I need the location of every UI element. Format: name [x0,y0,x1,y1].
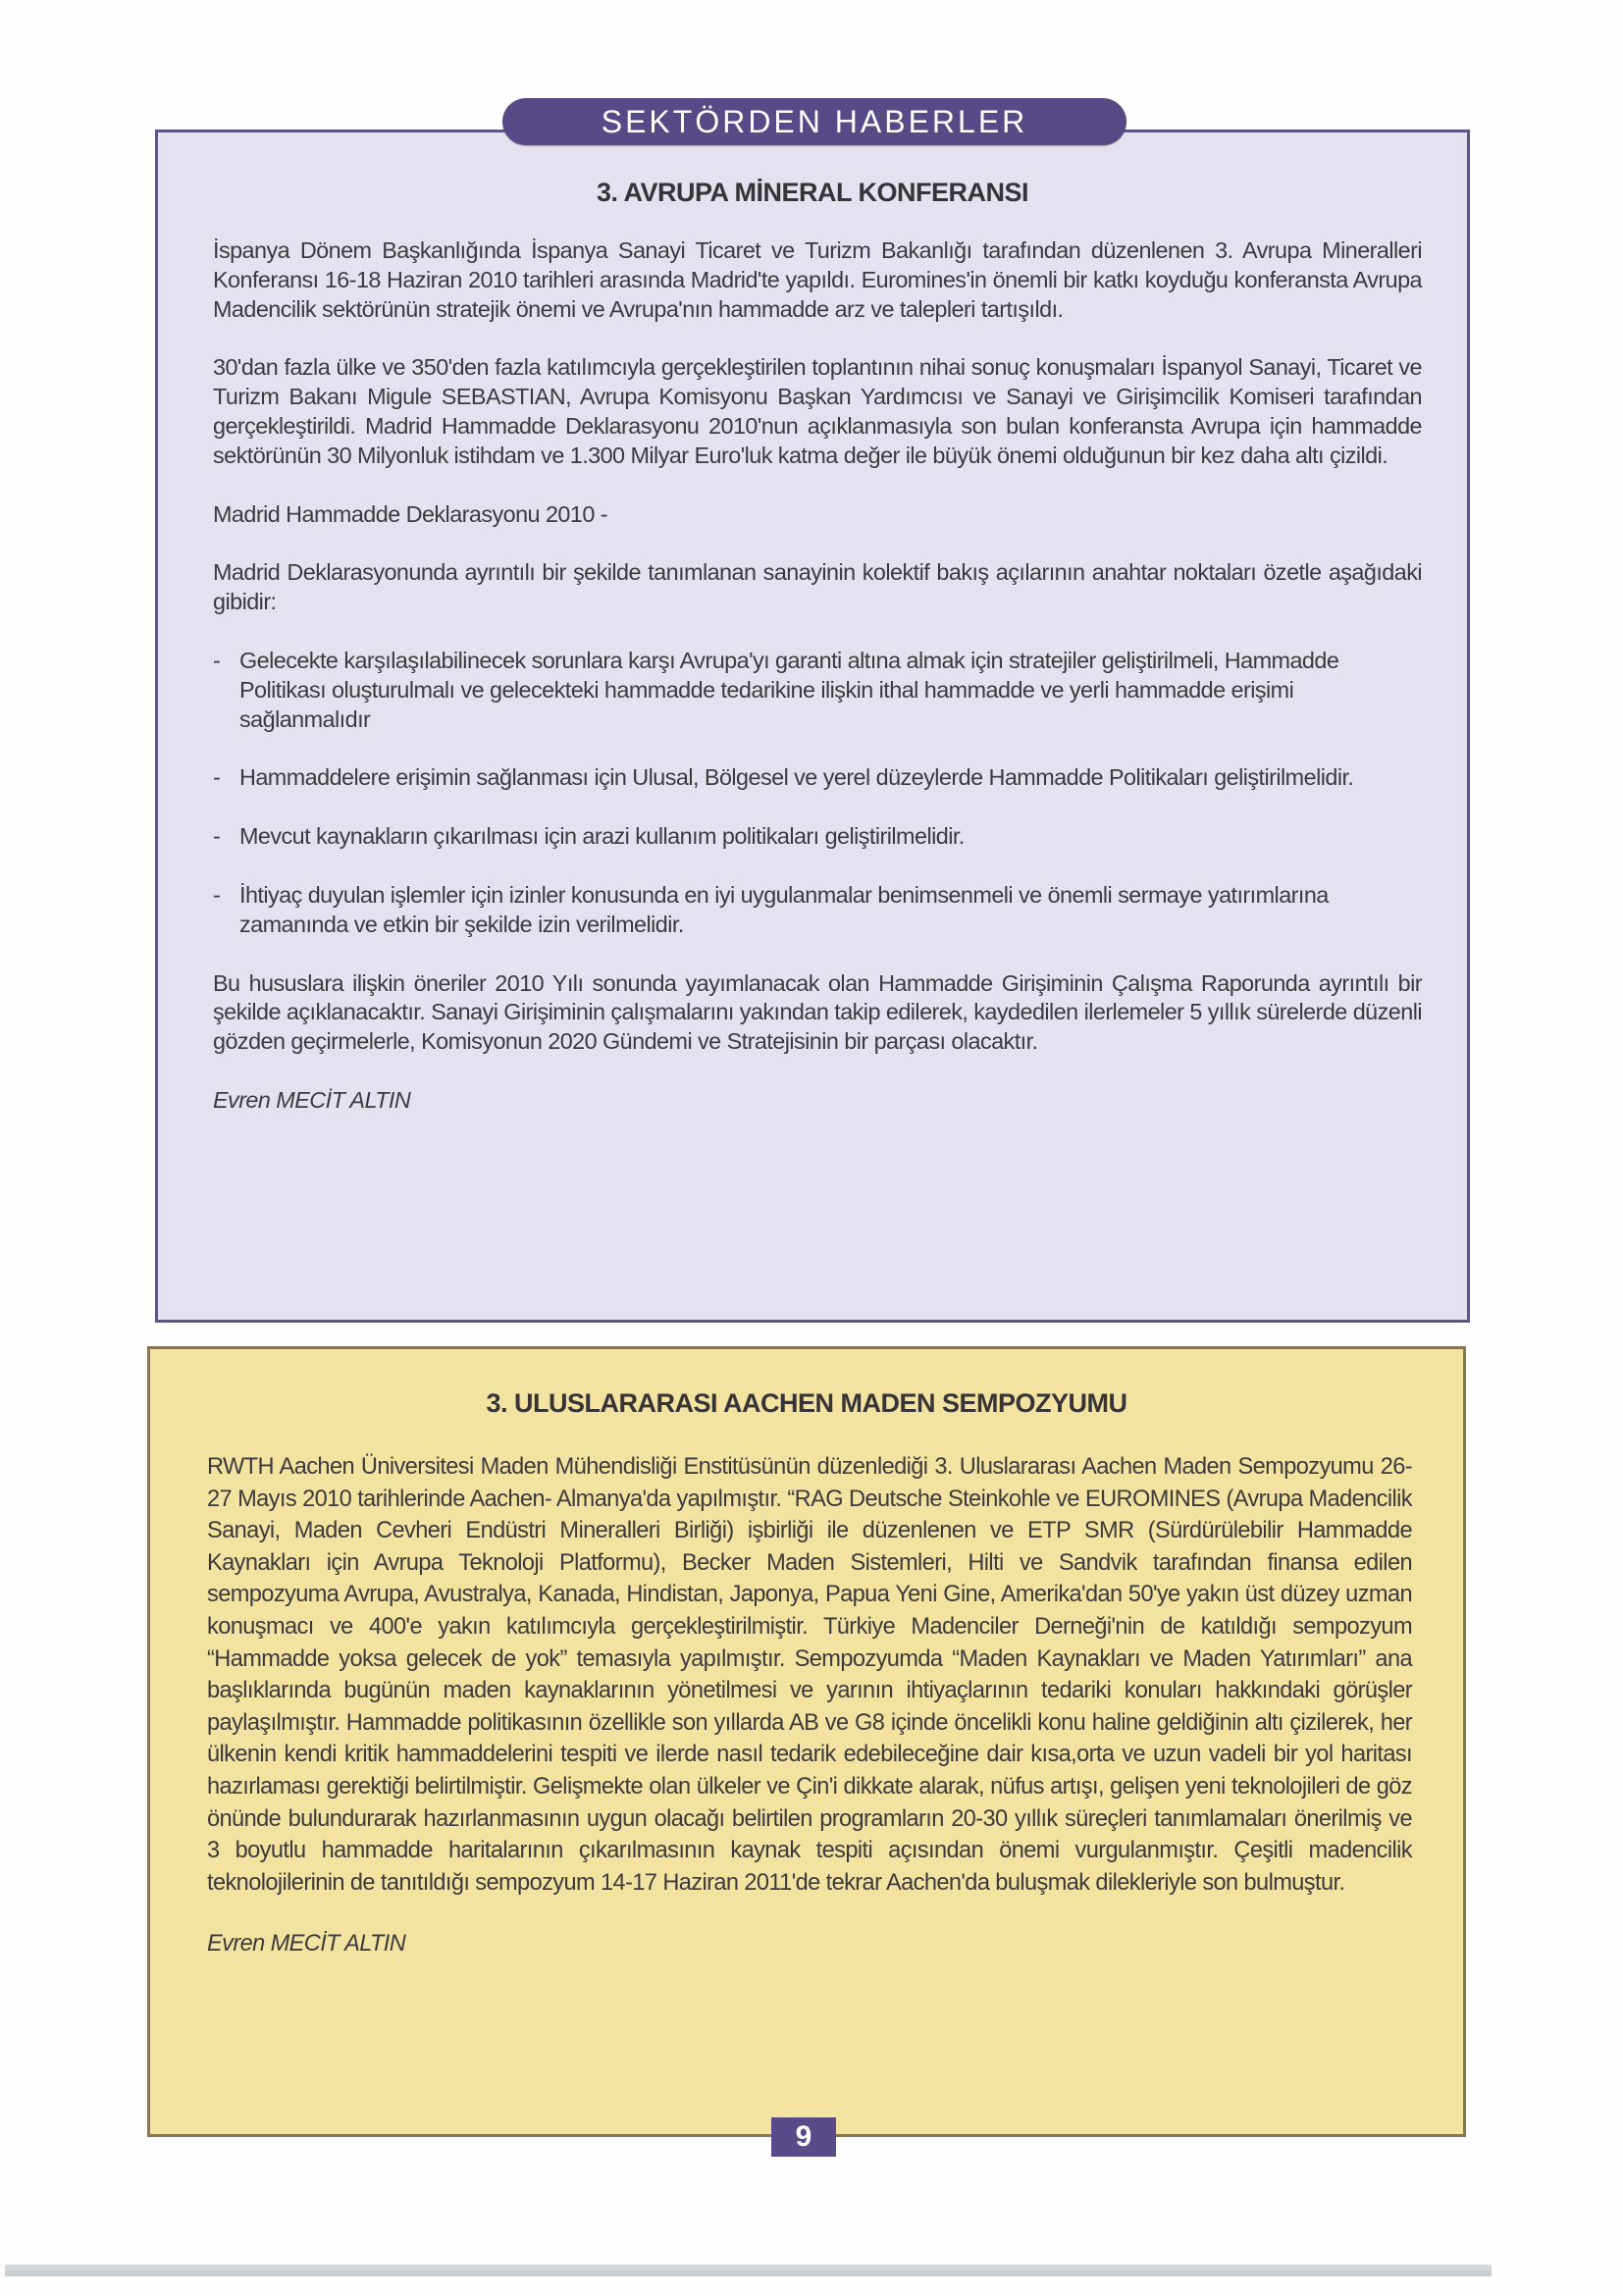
list-item-text: İhtiyaç duyulan işlemler için izinler konusunda en iyi uygulanmalar benimsenmeli ve önemli sermaye yatırımlarına zamanında ve etkin bir şekilde izin verilmelidir. [239,881,1329,937]
author-byline: Evren MECİT ALTIN [207,1931,406,1957]
bullet-list [213,647,1422,940]
article-body [213,236,1422,1116]
list-item [213,647,1422,734]
list-item [213,763,1422,793]
list-item-text: Gelecekte karşılaşılabilinecek sorunlara karşı Avrupa'yı garanti altına almak için stratejiler geliştirilmeli, Hammadde Politikası oluşturulmalı ve gelecekteki hammadde tedarikine ilişkin ithal hammadde ve yerli hammadde erişimi sağlanmalıdır [239,647,1339,732]
list-item [213,822,1422,852]
article-title: 3. ULUSLARARASI AACHEN MADEN SEMPOZYUMU [486,1388,1127,1418]
paragraph: Madrid Deklarasyonunda ayrıntılı bir şekilde tanımlanan sanayinin kolektif bakış açılarının anahtar noktaları özetle aşağıdaki gibidir: [213,559,1422,615]
article-body [207,1451,1412,1960]
dash-bullet-icon: - [213,881,221,908]
dash-bullet-icon: - [213,764,221,791]
dash-bullet-icon: - [213,823,221,850]
section-header: SEKTÖRDEN HABERLER [502,98,1126,145]
closing-paragraph: Bu hususlara ilişkin öneriler 2010 Yılı sonunda yayımlanacak olan Hammadde Girişiminin Çalışma Raporunda ayrıntılı bir şekilde açıklanacaktır. Sanayi Girişiminin çalışmalarını yakından takip edilerek, kaydedilen ilerlemeler 5 yıllık sürelerde düzenli gözden geçirmelerle, Komisyonun 2020 Gündemi ve Stratejisinin bir parçası olacaktır. [213,969,1422,1055]
list-item-text: Hammaddelere erişimin sağlanması için Ulusal, Bölgesel ve yerel düzeylerde Hammadde Politikaları geliştirilmelidir. [239,764,1354,791]
article-box-mineral-conference [155,130,1470,1323]
paragraph: RWTH Aachen Üniversitesi Maden Mühendisliği Enstitüsünün düzenlediği 3. Uluslararası Aachen Maden Sempozyumu 26-27 Mayıs 2010 tarihlerinde Aachen- Almanya'da yapılmıştır. “RAG Deutsche Steinkohle ve EUROMINES (Avrupa Madencilik Sanayi, Maden Cevheri Endüstri Mineralleri Birliği) işbirliği ile düzenlenen ve ETP SMR (Sürdürülebilir Hammadde Kaynakları için Avrupa Teknoloji Platformu), Becker Maden Sistemleri, Hilti ve Sandvik tarafından finansa edilen sempozyuma Avrupa, Avustralya, Kanada, Hindistan, Japonya, Papua Yeni Gine, Amerika'dan 50'ye yakın üst düzey uzman konuşmacı ve 400'e yakın katılımcıyla gerçekleştirilmiştir. Türkiye Madenciler Derneği'nin de katıldığı sempozyum “Hammadde yoksa gelecek de yok” temasıyla yapılmıştır. Sempozyumda “Maden Kaynakları ve Maden Yatırımları” ana başlıklarında bugünün maden kaynaklarının yönetilmesi ve yarının ihtiyaçlarının tedariki konuları hakkındaki görüşler paylaşılmıştır. Hammadde politikasının özellikle son yıllarda AB ve G8 içinde öncelikli konu haline geldiğinin altı çizilerek, her ülkenin kendi kritik hammaddelerini tespiti ve ilerde nasıl tedarik edebileceğine dair kısa,orta ve uzun vadeli bir yol haritası hazırlaması gerektiği belirtilmiştir. Gelişmekte olan ülkeler ve Çin'i dikkate alarak, nüfus artışı, gelişen yeni teknolojileri de göz önünde bulundurarak hazırlanmasının uygun olacağı belirtilen programların 20-30 yıllık süreçleri tanımlamaları önerilmiş ve 3 boyutlu hammadde haritalarının çıkarılmasının kaynak tespiti açısından önemi vurgulanmıştır. Çeşitli madencilik teknolojilerinin de tanıtıldığı sempozyum 14-17 Haziran 2011'de tekrar Aachen'da buluşmak dilekleriyle son bulmuştur. [207,1454,1412,1896]
list-item-text: Mevcut kaynakların çıkarılması için arazi kullanım politikaları geliştirilmelidir. [239,823,965,850]
paragraph: Madrid Hammadde Deklarasyonu 2010 - [213,500,607,527]
scan-edge-divider [5,2265,1492,2276]
paragraph: 30'dan fazla ülke ve 350'den fazla katılımcıyla gerçekleştirilen toplantının nihai sonuç konuşmaları İspanyol Sanayi, Ticaret ve Turizm Bakanı Migule SEBASTIAN, Avrupa Komisyonu Başkan Yardımcısı ve Sanayi ve Girişimcilik Komiseri tarafından gerçekleştirildi. Madrid Hammadde Deklarasyonu 2010'nun açıklanmasıyla son bulan konferansta Avrupa için hammadde sektörünün 30 Milyonluk istihdam ve 1.300 Milyar Euro'luk katma değer ile büyük önemi olduğunun bir kez daha altı çizildi. [213,354,1422,468]
page-number: 9 [771,2117,836,2157]
paragraph: İspanya Dönem Başkanlığında İspanya Sanayi Ticaret ve Turizm Bakanlığı tarafından düzenlenen 3. Avrupa Mineralleri Konferansı 16-18 Haziran 2010 tarihleri arasında Madrid'te yapıldı. Euromines'in önemli bir katkı koyduğu konferansta Avrupa Madencilik sektörünün stratejik önemi ve Avrupa'nın hammadde arz ve talepleri tartışıldı. [213,237,1422,322]
article-title: 3. AVRUPA MİNERAL KONFERANSI [596,178,1029,207]
article-box-aachen-symposium [147,1346,1466,2137]
list-item [213,881,1422,940]
author-byline: Evren MECİT ALTIN [213,1086,411,1113]
dash-bullet-icon: - [213,647,221,673]
